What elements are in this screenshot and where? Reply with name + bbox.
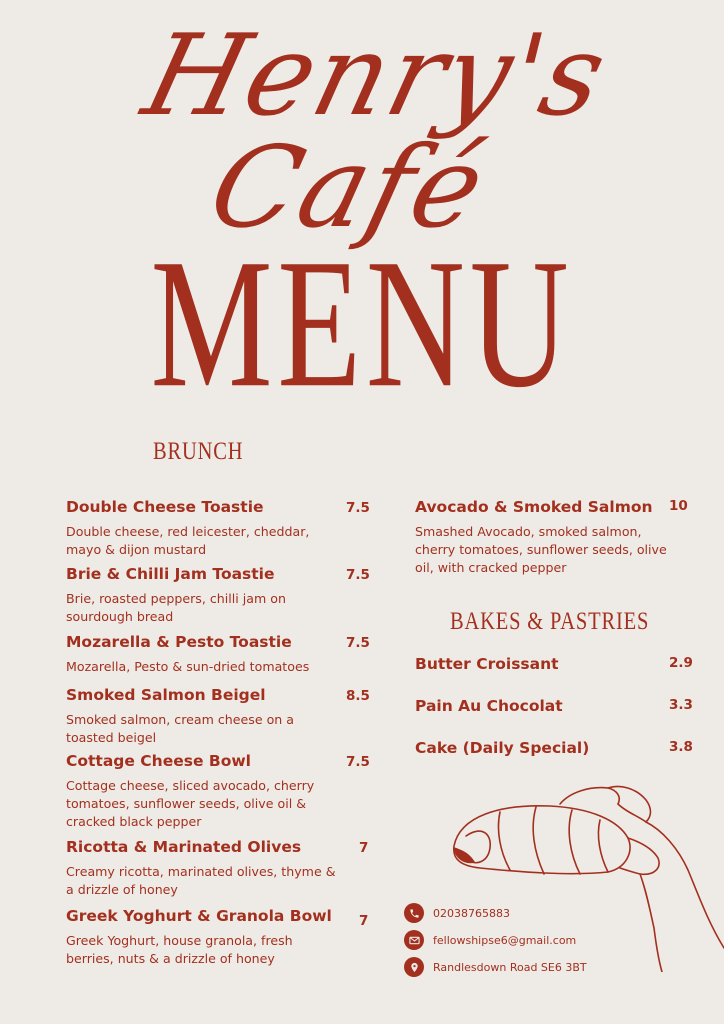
phone-icon bbox=[404, 903, 424, 923]
item-description: Cottage cheese, sliced avocado, cherry tomatoes, sunflower seeds, olive oil & cracked black pepper bbox=[66, 778, 315, 829]
item-name: Butter Croissant bbox=[415, 655, 559, 673]
item-description: Smoked salmon, cream cheese on a toasted beigel bbox=[66, 712, 294, 745]
menu-item bbox=[66, 752, 371, 831]
item-name: Smoked Salmon Beigel bbox=[66, 686, 266, 704]
cafe-name: Henry's Café bbox=[132, 11, 620, 253]
menu-item bbox=[415, 697, 695, 715]
menu-item bbox=[66, 907, 371, 968]
mail-icon bbox=[404, 930, 424, 950]
item-price: 7.5 bbox=[346, 500, 370, 516]
item-description: Greek Yoghurt, house granola, fresh berries, nuts & a drizzle of honey bbox=[66, 933, 293, 966]
item-name: Double Cheese Toastie bbox=[66, 498, 264, 516]
item-price: 7 bbox=[359, 913, 369, 929]
contact-email[interactable] bbox=[404, 930, 576, 950]
menu-item bbox=[66, 633, 371, 676]
item-price: 7.5 bbox=[346, 567, 370, 583]
street-address: Randlesdown Road SE6 3BT bbox=[433, 960, 587, 974]
item-name: Greek Yoghurt & Granola Bowl bbox=[66, 907, 332, 925]
menu-item bbox=[415, 498, 695, 577]
item-price: 7.5 bbox=[346, 754, 370, 770]
item-name: Mozarella & Pesto Toastie bbox=[66, 633, 292, 651]
item-name: Pain Au Chocolat bbox=[415, 697, 563, 715]
menu-item bbox=[66, 838, 371, 899]
item-price: 7.5 bbox=[346, 635, 370, 651]
menu-item bbox=[415, 655, 695, 673]
item-description: Brie, roasted peppers, chilli jam on sourdough bread bbox=[66, 591, 286, 624]
bakes-heading: BAKES & PASTRIES bbox=[450, 608, 650, 635]
menu-title: MENU bbox=[150, 221, 574, 427]
menu-item bbox=[66, 565, 371, 626]
item-price: 3.8 bbox=[669, 739, 693, 755]
location-pin-icon bbox=[404, 957, 424, 977]
item-name: Brie & Chilli Jam Toastie bbox=[66, 565, 275, 583]
item-price: 7 bbox=[359, 840, 369, 856]
contact-address bbox=[404, 957, 587, 977]
contact-phone[interactable] bbox=[404, 903, 510, 923]
item-description: Mozarella, Pesto & sun-dried tomatoes bbox=[66, 659, 310, 674]
menu-item bbox=[66, 498, 371, 559]
menu-item bbox=[66, 686, 371, 747]
item-name: Avocado & Smoked Salmon bbox=[415, 498, 653, 516]
brunch-heading: BRUNCH bbox=[153, 438, 244, 465]
item-name: Cake (Daily Special) bbox=[415, 739, 590, 757]
item-price: 3.3 bbox=[669, 697, 693, 713]
item-price: 10 bbox=[669, 498, 688, 514]
phone-number: 02038765883 bbox=[433, 906, 510, 920]
item-name: Ricotta & Marinated Olives bbox=[66, 838, 302, 856]
item-description: Double cheese, red leicester, cheddar, mayo & dijon mustard bbox=[66, 524, 310, 557]
menu-item bbox=[415, 739, 695, 757]
email-address: fellowshipse6@gmail.com bbox=[433, 933, 577, 947]
item-description: Creamy ricotta, marinated olives, thyme & a drizzle of honey bbox=[66, 864, 336, 897]
item-price: 2.9 bbox=[669, 655, 693, 671]
item-description: Smashed Avocado, smoked salmon, cherry tomatoes, sunflower seeds, olive oil, with cracked pepper bbox=[415, 524, 667, 575]
item-price: 8.5 bbox=[346, 688, 370, 704]
item-name: Cottage Cheese Bowl bbox=[66, 752, 251, 770]
